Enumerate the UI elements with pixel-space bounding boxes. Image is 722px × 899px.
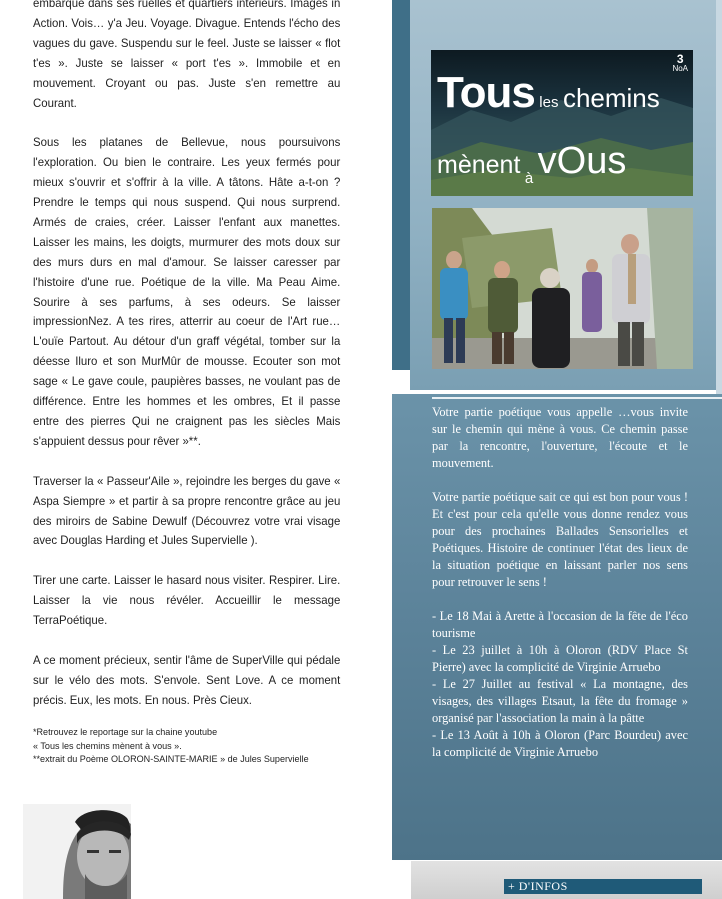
events-text bbox=[432, 404, 688, 761]
article-paragraph: A ce moment précieux, sentir l'âme de SuperVille qui pédale sur le vélo des mots. S'envole. Sent Love. A ce moment précis. Eux, les mots. En nous. Près Cieux. bbox=[33, 653, 341, 707]
channel-logo bbox=[672, 52, 688, 73]
more-info-link[interactable]: + D'INFOS bbox=[504, 879, 702, 894]
article-paragraph: embarqué dans ses ruelles et quartiers intérieurs. Images in Action. Vois… y'a Jeu. Voyage. Divague. Entends l'écho des vagues du gave. Suspendu sur le feel. Juste se laisser « flot t'es ». Juste se laisser « port t'es ». Immobile et en mouvement. Croyant ou pas. Juste s'en remettre au Courant. bbox=[33, 0, 341, 110]
banner-word: Tous bbox=[437, 68, 535, 117]
footnote: *Retrouvez le reportage sur la chaine youtube bbox=[33, 727, 218, 738]
banner-title-line1 bbox=[437, 68, 660, 118]
event-item: - Le 23 juillet à 10h à Oloron (RDV Place St Pierre) avec la complicité de Virginie Arruebo bbox=[432, 643, 688, 674]
footnote: **extrait du Poème OLORON-SAINTE-MARIE » de Jules Supervielle bbox=[33, 754, 309, 765]
banner-word: chemins bbox=[562, 83, 660, 113]
banner-word: à bbox=[524, 170, 534, 187]
event-item: - Le 18 Mai à Arette à l'occasion de la fête de l'éco tourisme bbox=[432, 609, 688, 640]
channel-number: 3 bbox=[676, 52, 684, 66]
panel-edge bbox=[716, 0, 722, 400]
banner-title-line2 bbox=[437, 140, 627, 187]
author-portrait bbox=[23, 804, 131, 899]
banner-word: vOus bbox=[537, 140, 627, 182]
article-paragraph: Sous les platanes de Bellevue, nous poursuivons l'exploration. Ou bien le contraire. Les yeux fermés pour mieux s'ouvrir et s'offrir à la ville. A tâtons. Hâte a-t-on ? Prendre le temps qui nous suspend. Qui nous surprend. Armés de craies, créer. Laisser l'enfant aux manettes. Laisser les mains, les doigts, murmurer des mots doux sur des murs durs en mal d'amour. Se laisser caresser par l'histoire d'une rue. Poétique de la ville. Ma Peau Aime. Sourire à ses parfums, à ses odeurs. Se laisser impressionNez. A tes rires, atterrir au coeur de l'Art rue… L'ouïe Partout. Au détour d'un graff végétal, tomber sur la déesse Iluro et son MurMûr de mousse. Ecouter son mot sage « Le gave coule, paupières basses, ne voulant pas de différence. Entre les hommes et les ombres, Et il passe entre des pierres Qui ne craignent pas les siècles Mais s'appuient dessus pour rêver »**. bbox=[33, 136, 341, 448]
footnotes bbox=[33, 726, 340, 767]
event-item: - Le 27 Juillet au festival « La montagne, des visages, des villages Etsaut, la fête du fromage » organisé par l'association la main à la pâtte bbox=[432, 677, 688, 725]
footnote: « Tous les chemins mènent à vous ». bbox=[33, 740, 182, 751]
intro-paragraph: Votre partie poétique sait ce qui est bon pour vous ! Et c'est pour cela qu'elle vous donne rendez vous pour des prochaines Ballades Sensorielles et Poétiques. Histoire de continuer l'état des lieux de la situation poétique en laissant parler nos sens pour retrouver le sens ! bbox=[432, 490, 688, 589]
channel-sub: NoA bbox=[672, 64, 688, 73]
author-portrait-drawing bbox=[23, 804, 131, 899]
video-banner bbox=[431, 50, 693, 196]
article-paragraph: Tirer une carte. Laisser le hasard nous visiter. Respirer. Lire. Laisser la vie nous révéler. Accueillir le message TerraPoétique. bbox=[33, 574, 341, 628]
banner-word: les bbox=[539, 94, 559, 111]
divider bbox=[432, 397, 722, 399]
event-item: - Le 13 Août à 10h à Oloron (Parc Bourdeu) avec la complicité de Virginie Arruebo bbox=[432, 728, 688, 759]
group-walk-photo bbox=[432, 208, 693, 369]
group-walk-drawing bbox=[432, 208, 693, 369]
article-paragraph: Traverser la « Passeur'Aile », rejoindre les berges du gave « Aspa Siempre » et partir à sa propre rencontre grâce au jeu des miroirs de Sabine Dewulf (Découvrez votre vrai visage avec Douglas Harding et Jules Supervielle ). bbox=[33, 474, 341, 548]
intro-paragraph: Votre partie poétique vous appelle …vous invite sur le chemin qui mène à vous. Ce chemin passe par la rencontre, l'ouverture, l'écoute et le mouvement. bbox=[432, 405, 688, 470]
banner-word: mènent bbox=[437, 151, 521, 179]
article-column bbox=[33, 0, 340, 767]
